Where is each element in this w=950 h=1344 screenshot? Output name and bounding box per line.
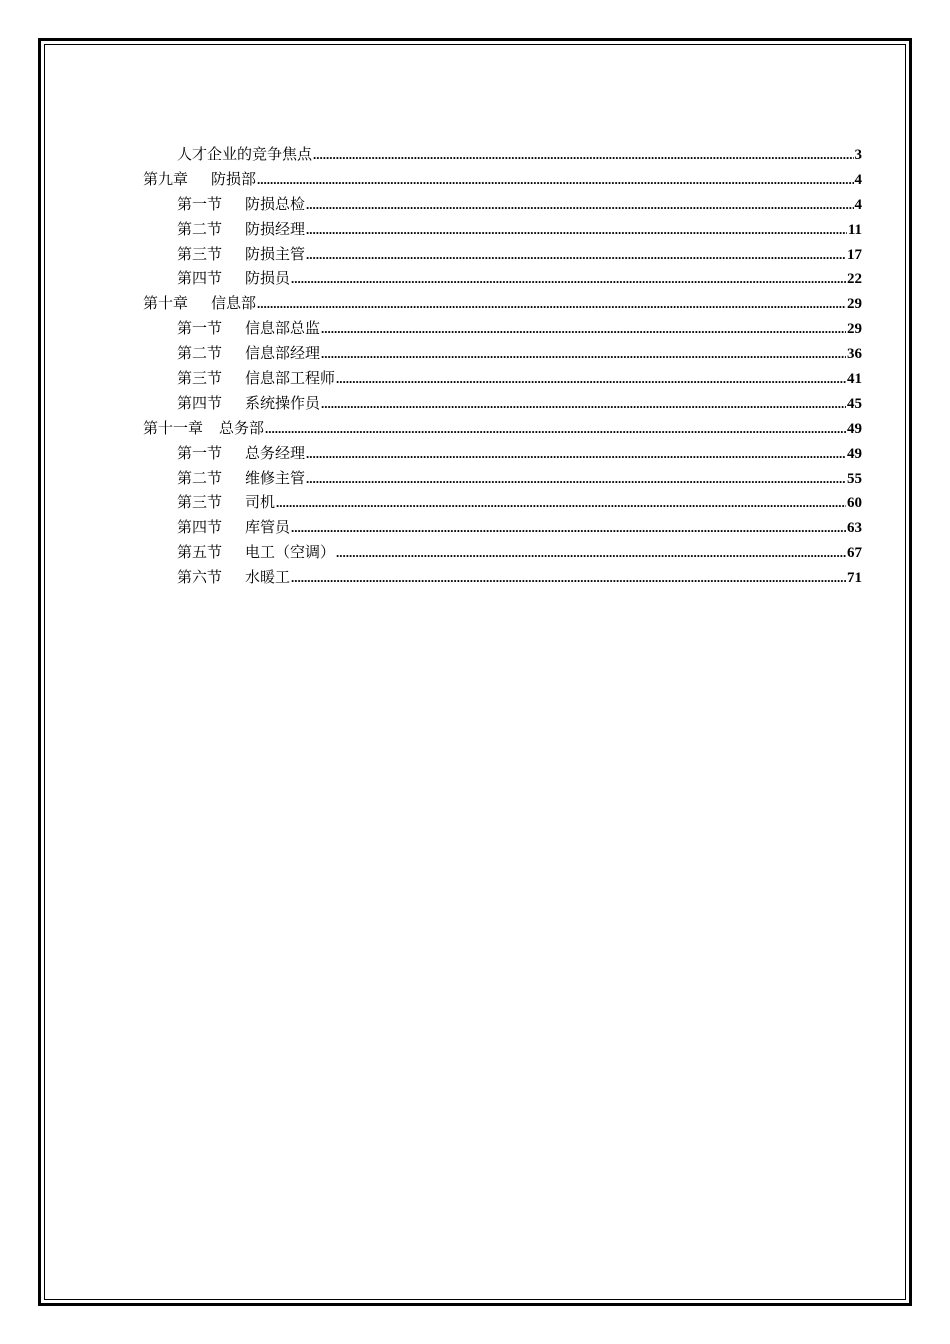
- toc-section-number: 第三节: [177, 244, 223, 263]
- toc-chapter[interactable]: [143, 168, 862, 193]
- toc-entry-title: 库管员: [245, 518, 291, 537]
- toc-page-number: 60: [847, 495, 862, 512]
- toc-section-number: 第一节: [177, 443, 223, 462]
- toc-entry-title: 防损总检: [245, 194, 306, 213]
- toc-page-number: 45: [847, 395, 862, 412]
- toc-entry-label: [177, 516, 290, 537]
- toc-entry-label: [177, 342, 320, 363]
- toc-entry-label: [143, 292, 256, 313]
- toc-entry[interactable]: [143, 467, 862, 492]
- toc-dot-leader: [306, 222, 847, 238]
- toc-page-number: 17: [847, 246, 862, 263]
- toc-chapter-number: 第九章: [143, 169, 189, 188]
- toc-entry-label: [177, 143, 312, 164]
- toc-dot-leader: [265, 421, 846, 437]
- toc-entry[interactable]: [143, 442, 862, 467]
- toc-entry-label: [177, 442, 305, 463]
- toc-dot-leader: [321, 396, 846, 412]
- toc-dot-leader: [306, 471, 846, 487]
- toc-page-number: 3: [854, 147, 862, 163]
- toc-entry-label: [143, 168, 256, 189]
- toc-entry[interactable]: [143, 516, 862, 541]
- toc-dot-leader: [321, 321, 846, 337]
- toc-dot-leader: [306, 446, 846, 462]
- toc-entry-title: 信息部工程师: [245, 369, 336, 388]
- toc-entry-label: [177, 467, 305, 488]
- toc-entry-label: [177, 218, 305, 239]
- toc-entry-title: 维修主管: [245, 468, 306, 487]
- toc-entry-label: [177, 541, 335, 562]
- toc-page-number: 41: [847, 371, 862, 388]
- toc-chapter[interactable]: [143, 417, 862, 442]
- toc-section-number: 第一节: [177, 319, 223, 338]
- toc-chapter-number: 第十一章: [143, 418, 204, 437]
- toc-dot-leader: [257, 296, 846, 312]
- toc-dot-leader: [336, 371, 846, 387]
- toc-entry-title: 水暖工: [245, 568, 291, 587]
- toc-chapter-number: 第十章: [143, 294, 189, 313]
- toc-page-number: 67: [847, 545, 862, 562]
- toc-section-number: 第四节: [177, 393, 223, 412]
- toc-entry-label: [177, 267, 290, 288]
- toc-entry[interactable]: [143, 143, 862, 168]
- toc-section-number: 第二节: [177, 219, 223, 238]
- toc-section-number: 第四节: [177, 518, 223, 537]
- toc-section-number: 第三节: [177, 493, 223, 512]
- toc-section-number: 第五节: [177, 543, 223, 562]
- toc-entry[interactable]: [143, 317, 862, 342]
- toc-page-number: 55: [847, 470, 862, 487]
- toc-entry-title: 防损部: [211, 169, 257, 188]
- toc-entry[interactable]: [143, 491, 862, 516]
- table-of-contents: [143, 143, 862, 591]
- toc-entry-label: [177, 367, 335, 388]
- toc-dot-leader: [321, 346, 846, 362]
- toc-entry-label: [177, 193, 305, 214]
- toc-dot-leader: [291, 520, 846, 536]
- toc-entry-label: [177, 491, 275, 512]
- toc-entry-title: 人才企业的竞争焦点: [177, 145, 313, 163]
- toc-entry[interactable]: [143, 193, 862, 218]
- toc-dot-leader: [306, 247, 846, 263]
- toc-dot-leader: [313, 147, 853, 163]
- toc-page-number: 71: [847, 570, 862, 587]
- toc-entry-title: 信息部总监: [245, 319, 321, 338]
- toc-entry-title: 电工（空调）: [245, 543, 336, 562]
- toc-entry-title: 总务部: [219, 418, 265, 437]
- toc-dot-leader: [306, 197, 853, 213]
- toc-page-number: 36: [847, 346, 862, 363]
- toc-entry-title: 防损员: [245, 269, 291, 288]
- toc-page-number: 4: [854, 196, 862, 213]
- toc-page-number: 29: [847, 321, 862, 338]
- toc-section-number: 第一节: [177, 194, 223, 213]
- toc-page-number: 49: [847, 445, 862, 462]
- toc-dot-leader: [291, 570, 846, 586]
- toc-page-number: 29: [847, 296, 862, 313]
- toc-entry-title: 总务经理: [245, 443, 306, 462]
- toc-entry[interactable]: [143, 342, 862, 367]
- toc-entry-label: [143, 417, 264, 438]
- toc-page-number: 4: [854, 171, 862, 188]
- toc-section-number: 第二节: [177, 344, 223, 363]
- toc-entry-label: [177, 243, 305, 264]
- toc-page-number: 22: [847, 271, 862, 288]
- toc-entry-label: [177, 392, 320, 413]
- toc-entry[interactable]: [143, 566, 862, 591]
- toc-page-number: 49: [847, 420, 862, 437]
- toc-section-number: 第三节: [177, 369, 223, 388]
- toc-entry[interactable]: [143, 392, 862, 417]
- toc-entry-title: 系统操作员: [245, 393, 321, 412]
- toc-entry[interactable]: [143, 367, 862, 392]
- toc-entry[interactable]: [143, 243, 862, 268]
- toc-section-number: 第二节: [177, 468, 223, 487]
- toc-entry-title: 司机: [245, 493, 276, 512]
- toc-section-number: 第六节: [177, 568, 223, 587]
- toc-dot-leader: [336, 545, 846, 561]
- toc-entry[interactable]: [143, 218, 862, 243]
- toc-dot-leader: [276, 495, 846, 511]
- toc-entry[interactable]: [143, 541, 862, 566]
- toc-entry-title: 信息部: [211, 294, 257, 313]
- toc-dot-leader: [291, 271, 846, 287]
- toc-entry-title: 信息部经理: [245, 344, 321, 363]
- toc-section-number: 第四节: [177, 269, 223, 288]
- toc-entry-label: [177, 317, 320, 338]
- toc-entry-label: [177, 566, 290, 587]
- toc-entry-title: 防损经理: [245, 219, 306, 238]
- toc-chapter[interactable]: [143, 292, 862, 317]
- toc-dot-leader: [257, 172, 853, 188]
- toc-entry-title: 防损主管: [245, 244, 306, 263]
- toc-page-number: 11: [847, 221, 862, 238]
- toc-page-number: 63: [847, 520, 862, 537]
- toc-entry[interactable]: [143, 267, 862, 292]
